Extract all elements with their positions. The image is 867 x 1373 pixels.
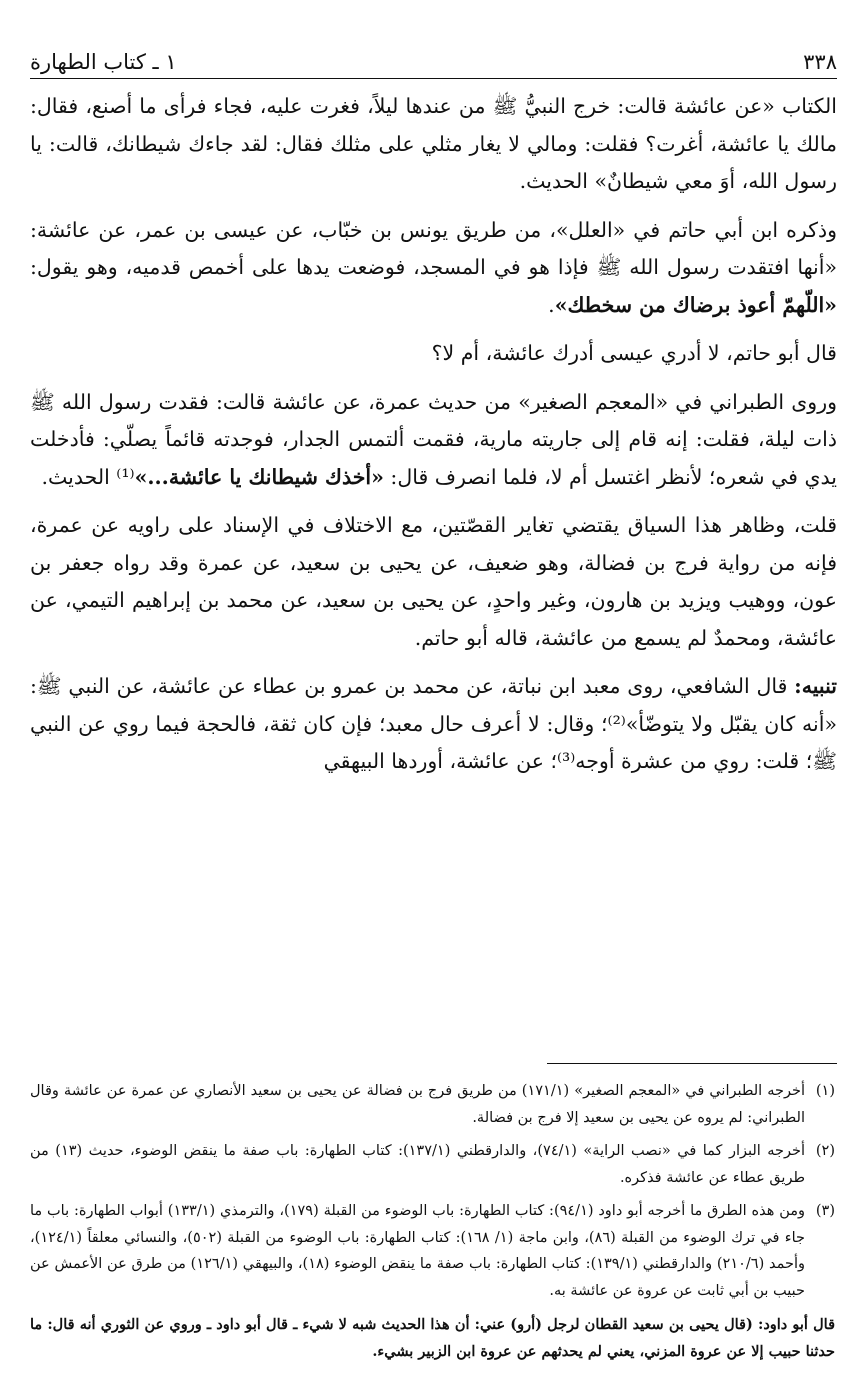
paragraph-2: [30, 212, 837, 325]
paragraph-1: الكتاب «عن عائشة قالت: خرج النبيُّ ﷺ من عندها ليلاً، فغرت عليه، فجاء فرأى ما أصنع، فقال: مالك يا عائشة، أغرت؟ فقلت: ومالي لا يغار مثلي على مثلك فقال: لقد جاءك شيطانك، قالت: يا رسول الله، أوَ معي شيطانٌ» الحديث.: [30, 94, 837, 193]
footnote-number: (١): [815, 1083, 835, 1099]
page-header: [30, 40, 837, 79]
paragraph-2-bold: «اللّهمّ أعوذ برضاك من سخطك»: [554, 292, 837, 317]
footnote-addendum: قال أبو داود: (قال يحيى بن سعيد القطان لرجل (أرو) عني: أن هذا الحديث شبه لا شيء ـ قال أبو داود ـ وروي عن الثوري أنه قال: ما حدثنا حبيب إلا عن عروة المزني، يعني لم يحدثهم عن عروة ابن الزبير بشيء.: [30, 1316, 835, 1360]
footnote-text: أخرجه البزار كما في «نصب الراية» (٧٤/١)، والدارقطني (١٣٧/١): كتاب الطهارة: باب صفة ما ينقض الوضوء، حديث (١٣) من طريق عطاء عن عائشة فذكره.: [30, 1143, 806, 1186]
footnote-number: (٢): [815, 1143, 835, 1159]
footnote-number: (٣): [815, 1203, 835, 1219]
page-number: ٣٣٨: [803, 50, 837, 74]
footnote-1: [30, 1078, 835, 1131]
footnote-3: [30, 1198, 835, 1304]
paragraph-5: قلت، وظاهر هذا السياق يقتضي تغاير القصّتين، مع الاختلاف في الإسناد على راويه عن عمرة، فإنه من رواية فرج بن فضالة، وهو ضعيف، عن يحيى بن سعيد، عن عمرة وقد رواه جعفر بن عون، ووهيب ويزيد بن هارون، وغير واحدٍ، عن يحيى بن سعيد، عن محمد بن إبراهيم التيمي، عن عائشة، ومحمدٌ لم يسمع من عائشة، قاله أبو حاتم.: [30, 513, 837, 650]
paragraph-6-text: قال الشافعي، روى معبد ابن نباتة، عن محمد بن عمرو بن عطاء عن عائشة، عن النبي ﷺ: «أنه كان يقبّل ولا يتوضّأ»⁽²⁾؛ وقال: لا أعرف حال معبد؛ فإن كان ثقة، فالحجة فيما روي عن النبي ﷺ؛ قلت: روي من عشرة أوجه⁽³⁾؛ عن عائشة، أوردها البيهقي: [30, 674, 837, 773]
paragraph-4-bold: «أخذك شيطانك يا عائشة...»: [134, 464, 384, 489]
paragraph-2-end: .: [548, 292, 555, 317]
footnote-divider: [547, 1063, 837, 1064]
paragraph-4: [30, 384, 837, 497]
paragraph-6: [30, 668, 837, 781]
footnotes: [30, 1078, 835, 1365]
paragraph-4-text: وروى الطبراني في «المعجم الصغير» من حديث عمرة، عن عائشة قالت: فقدت رسول الله ﷺ ذات ليلة، فقلت: إنه قام إلى جاريته مارية، فقمت ألتمس الجدار، فوجدته قائماً يصلّي: فأدخلت يدي في شعره؛ لأنظر اغتسل أم لا، فلما انصرف قال:: [30, 389, 837, 489]
chapter-title: ١ ـ كتاب الطهارة: [30, 50, 177, 74]
paragraph-2-text: وذكره ابن أبي حاتم في «العلل»، من طريق يونس بن خبّاب، عن عيسى بن عمر، عن عائشة: «أنها افتقدت رسول الله ﷺ فإذا هو في المسجد، فوضعت يدها على أخمص قدميه، وهو يقول:: [30, 217, 837, 279]
main-text: [30, 88, 837, 792]
footnote-text: أخرجه الطبراني في «المعجم الصغير» (١٧١/١) من طريق فرج بن فضالة عن يحيى بن سعيد الأنصاري عن عمرة عن عائشة وقال الطبراني: لم يروه عن يحيى بن سعيد إلا فرج بن فضالة.: [30, 1083, 805, 1126]
note-label: تنبيه:: [794, 674, 837, 698]
footnote-text: ومن هذه الطرق ما أخرجه أبو داود (٩٤/١): كتاب الطهارة: باب الوضوء من القبلة (١٧٩)، والترمذي (١٣٣/١) أبواب الطهارة: باب ما جاء في ترك الوضوء من القبلة (٨٦)، وابن ماجة (١/ ١٦٨): كتاب الطهارة: باب الوضوء من القبلة (٥٠٢)، والنسائي معلقاً (١٢٤/١)، وأحمد (٢١٠/٦) والدارقطني (١٣٩/١): كتاب الطهارة: باب صفة ما ينقض الوضوء (١٨)، والبيهقي (١٢٦/١) من طرق عن الأعمش عن حبيب بن أبي ثابت عن عروة عن عائشة به.: [30, 1203, 806, 1299]
paragraph-4-end: ⁽¹⁾ الحديث.: [41, 464, 135, 489]
footnote-2: [30, 1138, 835, 1191]
paragraph-3: قال أبو حاتم، لا أدري عيسى أدرك عائشة، أم لا؟: [431, 341, 837, 365]
